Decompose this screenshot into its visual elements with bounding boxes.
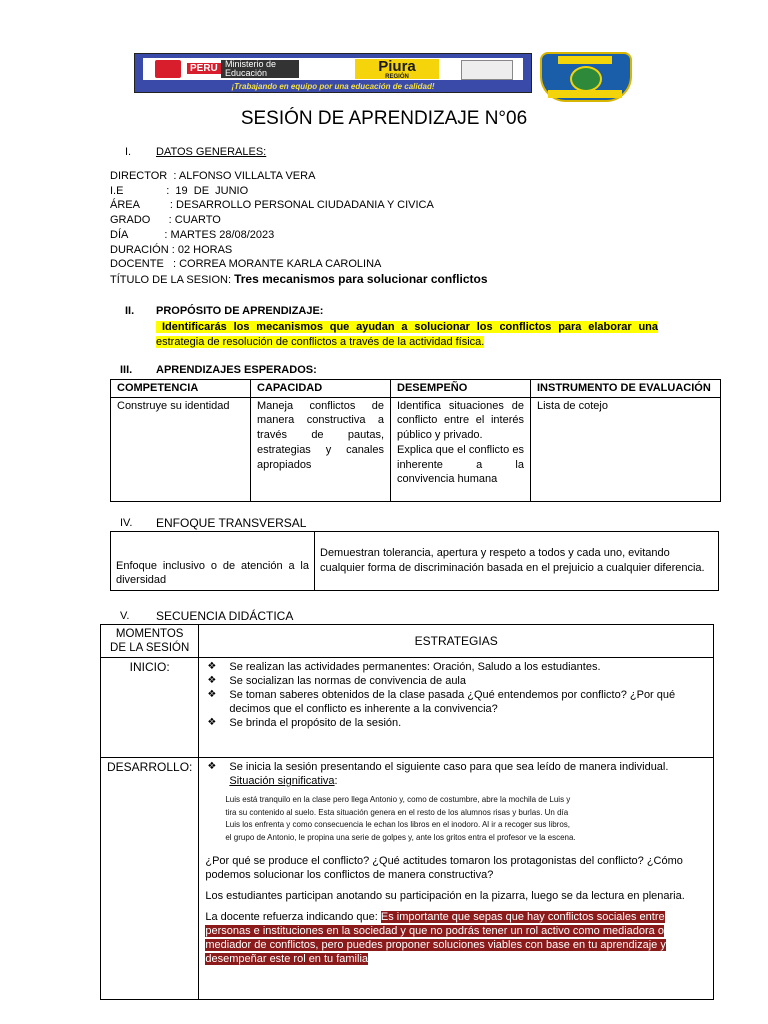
- section-4-num: IV.: [120, 517, 133, 529]
- datos-key: DÍA: [110, 228, 128, 241]
- peru-shield-icon: [155, 60, 181, 78]
- datos-key: I.E: [110, 184, 124, 197]
- list-item-text: Se brinda el propósito de la sesión.: [229, 717, 402, 729]
- cell-instrumento: Lista de cotejo: [531, 397, 721, 501]
- datos-value: CORREA MORANTE KARLA CAROLINA: [179, 258, 382, 271]
- bullet-diamond-icon: ❖: [207, 717, 217, 728]
- aprendizajes-table: [110, 379, 721, 502]
- titulo-sesion-row: [110, 272, 488, 288]
- datos-sep: :: [168, 243, 178, 256]
- logo-strip: [143, 58, 523, 80]
- situacion-colon: :: [334, 775, 338, 787]
- datos-sep: :: [123, 184, 176, 197]
- datos-key: ÁREA: [110, 199, 140, 212]
- refuerzo-paragraph: [205, 910, 707, 966]
- list-item: [205, 674, 707, 688]
- secuencia-table: [100, 624, 714, 1000]
- bullet-diamond-icon: ❖: [207, 761, 217, 772]
- header-estrategias: ESTRATEGIAS: [199, 625, 714, 658]
- list-item-text: Se socializan las normas de convivencia de aula: [229, 675, 466, 687]
- list-item-text: Se inicia la sesión presentando el siguiente caso para que sea leído de manera individual.: [229, 761, 669, 773]
- caso-line: el grupo de Antonio, le propina una serie de golpes y, ante los gritos entra el profesor ve la escena.: [225, 832, 576, 842]
- table-row: [111, 397, 721, 501]
- refuerza-label: La docente refuerza indicando que:: [205, 911, 381, 923]
- situacion-label: Situación significativa: [229, 775, 335, 787]
- inicio-label: INICIO:: [101, 658, 199, 758]
- datos-value: MARTES 28/08/2023: [170, 228, 275, 241]
- datos-sep: :: [139, 199, 177, 212]
- situacion-heading: [205, 774, 707, 788]
- caso-line: Luis está tranquilo en la clase pero llega Antonio y, como de costumbre, abre la mochila de Luis y: [225, 795, 571, 804]
- cell-capacidad: Maneja conflictos de manera constructiva a través de pautas, estrategias y canales apropiados: [251, 397, 391, 501]
- caso-line: tira su contenido al suelo. Esta situación genera en el resto de los alumnos risas y burlas. Un día: [225, 807, 569, 817]
- header-capacidad: CAPACIDAD: [251, 380, 391, 398]
- datos-value: CUARTO: [174, 214, 221, 227]
- datos-key: GRADO: [110, 214, 151, 227]
- section-3-label: APRENDIZAJES ESPERADOS:: [156, 364, 317, 376]
- datos-generales: [110, 169, 488, 288]
- header-competencia: COMPETENCIA: [111, 380, 251, 398]
- table-row: [111, 532, 719, 591]
- section-2-num: II.: [125, 305, 135, 317]
- table-header-row: [101, 625, 714, 658]
- piura-text: Piura: [378, 58, 416, 75]
- ministerio-label: Ministerio de Educación: [221, 60, 299, 78]
- caso-text: [205, 794, 707, 844]
- table-row-desarrollo: [101, 758, 714, 1000]
- piura-logo: [355, 59, 439, 79]
- participan-text: Los estudiantes participan anotando su participación en la pizarra, luego se da lectura en plenaria.: [205, 890, 685, 902]
- list-item: [205, 688, 707, 716]
- datos-row: [110, 198, 488, 213]
- datos-row: [110, 213, 488, 228]
- school-crest-icon: [540, 52, 632, 102]
- desarrollo-content: [199, 758, 714, 1000]
- bullet-diamond-icon: ❖: [207, 675, 217, 686]
- header-banner: [134, 53, 532, 93]
- proposito-text: [156, 320, 658, 349]
- datos-value: 19 DE JUNIO: [175, 184, 249, 197]
- desarrollo-label: DESARROLLO:: [101, 758, 199, 1000]
- datos-sep: :: [127, 228, 171, 241]
- caso-line: Luis los enfrenta y como consecuencia le echan los libros en el inodoro. Al ir a recoger sus libros,: [225, 820, 570, 829]
- list-item: [205, 716, 707, 730]
- header-instrumento: INSTRUMENTO DE EVALUACIÓN: [531, 380, 721, 398]
- datos-key: DURACIÓN: [110, 243, 169, 256]
- proposito-line-2: estrategia de resolución de conflictos a través de la actividad física.: [156, 335, 485, 348]
- cell-desempeno: [391, 397, 531, 501]
- datos-value: 02 HORAS: [177, 243, 233, 256]
- datos-row: [110, 169, 488, 184]
- enfoque-table: [110, 531, 719, 591]
- banner-tagline: ¡Trabajando en equipo por una educación de calidad!: [231, 82, 435, 91]
- table-row-inicio: [101, 658, 714, 758]
- regional-seal-icon: [461, 60, 513, 80]
- datos-sep: :: [150, 214, 175, 227]
- titulo-sesion-value: Tres mecanismos para solucionar conflictos: [234, 271, 488, 286]
- titulo-sesion-key: TÍTULO DE LA SESION:: [110, 273, 235, 286]
- refuerzo-highlight: Es importante que sepas que hay conflictos sociales entre personas e instituciones en la sociedad y que no podrás tener un rol activo como mediadora o mediador de conflictos, pero puedes proponer soluciones viables con base en tu aprendizaje y desempeñar este rol en tu familia: [205, 911, 666, 965]
- page-title: SESIÓN DE APRENDIZAJE N°06: [240, 108, 528, 129]
- section-4-label: ENFOQUE TRANSVERSAL: [156, 516, 307, 530]
- section-3-num: III.: [120, 364, 133, 376]
- cell-enfoque-descripcion: Demuestran tolerancia, apertura y respeto a todos y cada uno, evitando cualquier forma de discriminación basada en el prejuicio a cualquier diferencia.: [315, 532, 719, 591]
- cell-enfoque: Enfoque inclusivo o de atención a la diversidad: [111, 532, 315, 591]
- cell-competencia: Construye su identidad: [111, 397, 251, 501]
- bullet-diamond-icon: ❖: [207, 661, 217, 672]
- datos-row: [110, 243, 488, 258]
- datos-sep: :: [167, 170, 179, 182]
- preguntas-text: ¿Por qué se produce el conflicto? ¿Qué actitudes tomaron los protagonistas del conflicto? ¿Cómo podemos solucionar los conflictos de manera constructiva?: [205, 855, 683, 881]
- section-2-label: PROPÓSITO DE APRENDIZAJE:: [156, 305, 324, 317]
- desempeno-1: Identifica situaciones de conflicto entre el interés público y privado.: [397, 399, 524, 442]
- datos-key: DIRECTOR: [110, 170, 168, 182]
- header-momentos: MOMENTOS DE LA SESIÓN: [101, 625, 199, 658]
- datos-sep: :: [163, 258, 180, 271]
- datos-value: ALFONSO VILLALTA VERA: [178, 170, 316, 182]
- datos-row: [110, 184, 488, 199]
- datos-key: DOCENTE: [110, 258, 164, 271]
- region-text: REGIÓN: [385, 74, 409, 80]
- section-5-label: SECUENCIA DIDÁCTICA: [156, 609, 294, 623]
- list-item-text: Se realizan las actividades permanentes: Oración, Saludo a los estudiantes.: [229, 661, 601, 673]
- table-header-row: [111, 380, 721, 398]
- section-5-num: V.: [120, 610, 130, 622]
- datos-row: [110, 257, 488, 272]
- peru-label: PERÚ: [187, 63, 221, 74]
- list-item: [205, 760, 707, 774]
- list-item: [205, 660, 707, 674]
- desempeno-2: Explica que el conflicto es inherente a la convivencia humana: [397, 443, 524, 486]
- bullet-diamond-icon: ❖: [207, 689, 217, 700]
- proposito-line-1: Identificarás los mecanismos que ayudan a solucionar los conflictos para elaborar una: [156, 321, 658, 333]
- list-item-text: Se toman saberes obtenidos de la clase pasada ¿Qué entendemos por conflicto? ¿Por qué decimos que el conflicto es inherente a la convivencia?: [229, 689, 676, 715]
- datos-value: DESARROLLO PERSONAL CIUDADANIA Y CIVICA: [176, 199, 434, 212]
- section-1-label: DATOS GENERALES:: [156, 146, 267, 158]
- header-desempeno: DESEMPEÑO: [391, 380, 531, 398]
- section-1-num: I.: [125, 146, 132, 158]
- inicio-items: [199, 658, 714, 758]
- datos-row: [110, 228, 488, 243]
